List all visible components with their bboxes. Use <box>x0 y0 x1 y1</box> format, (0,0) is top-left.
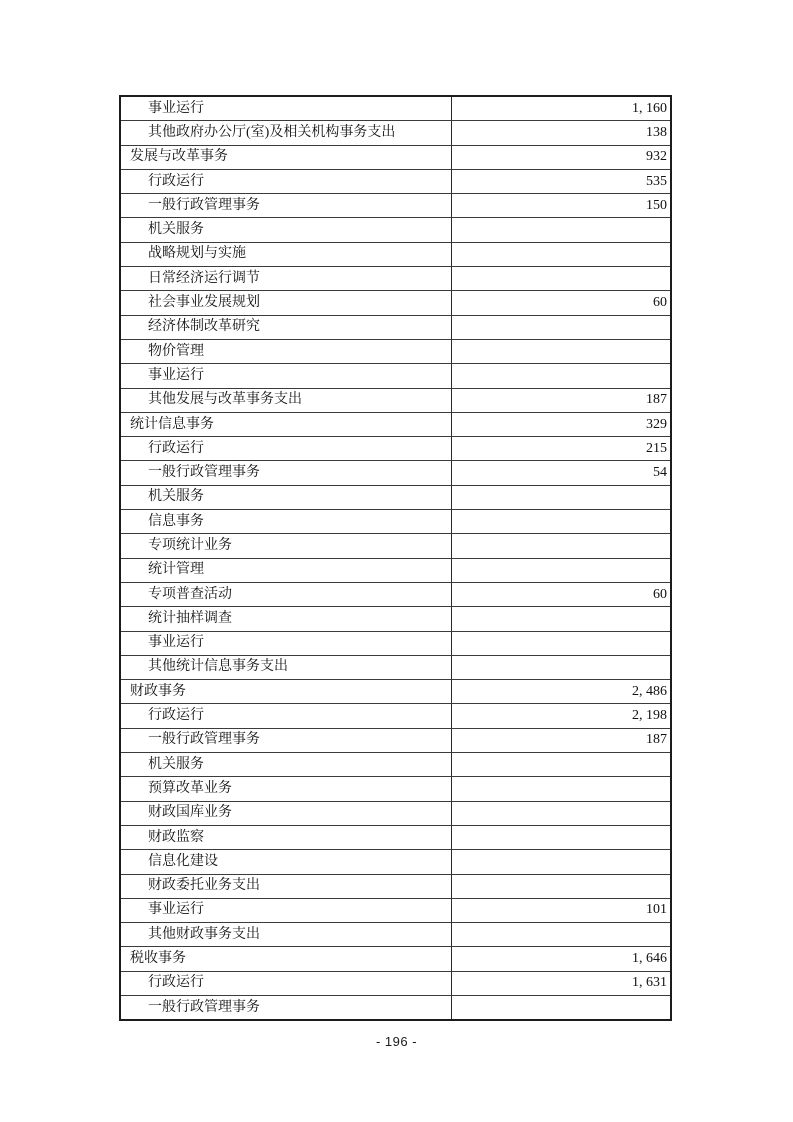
amount-cell <box>452 607 670 630</box>
item-label-cell: 专项普查活动 <box>121 583 452 606</box>
amount-cell <box>452 534 670 557</box>
table-row <box>121 388 670 412</box>
item-label-cell: 物价管理 <box>121 340 452 363</box>
table-row <box>121 655 670 679</box>
item-label-cell: 信息事务 <box>121 510 452 533</box>
table-row <box>121 363 670 387</box>
amount-cell: 2, 198 <box>632 708 667 724</box>
item-label-cell: 统计信息事务 <box>121 413 452 436</box>
amount-cell: 1, 631 <box>632 975 667 991</box>
amount-cell: 54 <box>653 465 667 481</box>
table-row <box>121 582 670 606</box>
amount-cell: 215 <box>646 440 667 456</box>
item-label-cell: 一般行政管理事务 <box>121 729 452 752</box>
table-row <box>121 825 670 849</box>
amount-cell <box>452 850 670 873</box>
amount-cell: 187 <box>646 732 667 748</box>
amount-cell: 60 <box>653 295 667 311</box>
item-label-cell: 机关服务 <box>121 753 452 776</box>
item-label-cell: 其他发展与改革事务支出 <box>121 389 452 412</box>
amount-cell <box>452 559 670 582</box>
table-row <box>121 606 670 630</box>
table-row <box>121 946 670 970</box>
amount-cell <box>452 656 670 679</box>
amount-cell: 2, 486 <box>632 683 667 699</box>
item-label-cell: 一般行政管理事务 <box>121 461 452 484</box>
table-row <box>121 412 670 436</box>
amount-cell <box>452 364 670 387</box>
item-label-cell: 机关服务 <box>121 218 452 241</box>
table-row <box>121 995 670 1019</box>
table-row <box>121 266 670 290</box>
item-label-cell: 统计管理 <box>121 559 452 582</box>
item-label-cell: 社会事业发展规划 <box>121 291 452 314</box>
table-row <box>121 898 670 922</box>
amount-cell <box>452 218 670 241</box>
table-row <box>121 315 670 339</box>
item-label-cell: 财政委托业务支出 <box>121 875 452 898</box>
amount-cell <box>452 777 670 800</box>
amount-cell: 101 <box>646 902 667 918</box>
table-row <box>121 728 670 752</box>
amount-cell <box>452 340 670 363</box>
table-row <box>121 776 670 800</box>
table-row <box>121 217 670 241</box>
table-row <box>121 436 670 460</box>
amount-cell: 1, 646 <box>632 951 667 967</box>
amount-cell: 535 <box>646 173 667 189</box>
amount-cell <box>452 267 670 290</box>
table-row <box>121 290 670 314</box>
item-label-cell: 统计抽样调查 <box>121 607 452 630</box>
amount-cell: 150 <box>646 197 667 213</box>
table-row <box>121 97 670 120</box>
table-row <box>121 558 670 582</box>
amount-cell <box>452 486 670 509</box>
item-label-cell: 行政运行 <box>121 437 452 460</box>
item-label-cell: 事业运行 <box>121 97 452 120</box>
amount-cell <box>452 996 670 1019</box>
table-row <box>121 533 670 557</box>
item-label-cell: 事业运行 <box>121 899 452 922</box>
table-row <box>121 703 670 727</box>
item-label-cell: 其他政府办公厅(室)及相关机构事务支出 <box>121 121 452 144</box>
table-row <box>121 874 670 898</box>
item-label-cell: 一般行政管理事务 <box>121 194 452 217</box>
table-row <box>121 922 670 946</box>
amount-cell <box>452 826 670 849</box>
table-row <box>121 145 670 169</box>
amount-cell: 138 <box>646 124 667 140</box>
item-label-cell: 战略规划与实施 <box>121 243 452 266</box>
item-label-cell: 税收事务 <box>121 947 452 970</box>
item-label-cell: 财政国库业务 <box>121 802 452 825</box>
table-row <box>121 631 670 655</box>
table-row <box>121 679 670 703</box>
table-row <box>121 193 670 217</box>
item-label-cell: 信息化建设 <box>121 850 452 873</box>
table-row <box>121 509 670 533</box>
amount-cell: 329 <box>646 416 667 432</box>
amount-cell: 60 <box>653 586 667 602</box>
amount-cell <box>452 510 670 533</box>
amount-cell <box>452 923 670 946</box>
item-label-cell: 行政运行 <box>121 704 452 727</box>
item-label-cell: 机关服务 <box>121 486 452 509</box>
item-label-cell: 行政运行 <box>121 170 452 193</box>
table-row <box>121 485 670 509</box>
page-number: - 196 - <box>375 1034 418 1049</box>
amount-cell <box>452 632 670 655</box>
table-row <box>121 849 670 873</box>
item-label-cell: 发展与改革事务 <box>121 146 452 169</box>
item-label-cell: 财政监察 <box>121 826 452 849</box>
amount-cell <box>452 875 670 898</box>
item-label-cell: 事业运行 <box>121 364 452 387</box>
table-row <box>121 801 670 825</box>
amount-cell: 187 <box>646 392 667 408</box>
item-label-cell: 一般行政管理事务 <box>121 996 452 1019</box>
item-label-cell: 行政运行 <box>121 972 452 995</box>
amount-cell: 1, 160 <box>632 100 667 116</box>
item-label-cell: 事业运行 <box>121 632 452 655</box>
table-row <box>121 242 670 266</box>
item-label-cell: 专项统计业务 <box>121 534 452 557</box>
item-label-cell: 日常经济运行调节 <box>121 267 452 290</box>
amount-cell <box>452 243 670 266</box>
table-row <box>121 339 670 363</box>
table-row <box>121 971 670 995</box>
amount-cell <box>452 802 670 825</box>
item-label-cell: 财政事务 <box>121 680 452 703</box>
table-row <box>121 169 670 193</box>
amount-cell: 932 <box>646 149 667 165</box>
item-label-cell: 预算改革业务 <box>121 777 452 800</box>
amount-cell <box>452 753 670 776</box>
table-row <box>121 460 670 484</box>
budget-table <box>119 95 672 1021</box>
table-row <box>121 752 670 776</box>
item-label-cell: 其他财政事务支出 <box>121 923 452 946</box>
item-label-cell: 经济体制改革研究 <box>121 316 452 339</box>
table-row <box>121 120 670 144</box>
item-label-cell: 其他统计信息事务支出 <box>121 656 452 679</box>
amount-cell <box>452 316 670 339</box>
